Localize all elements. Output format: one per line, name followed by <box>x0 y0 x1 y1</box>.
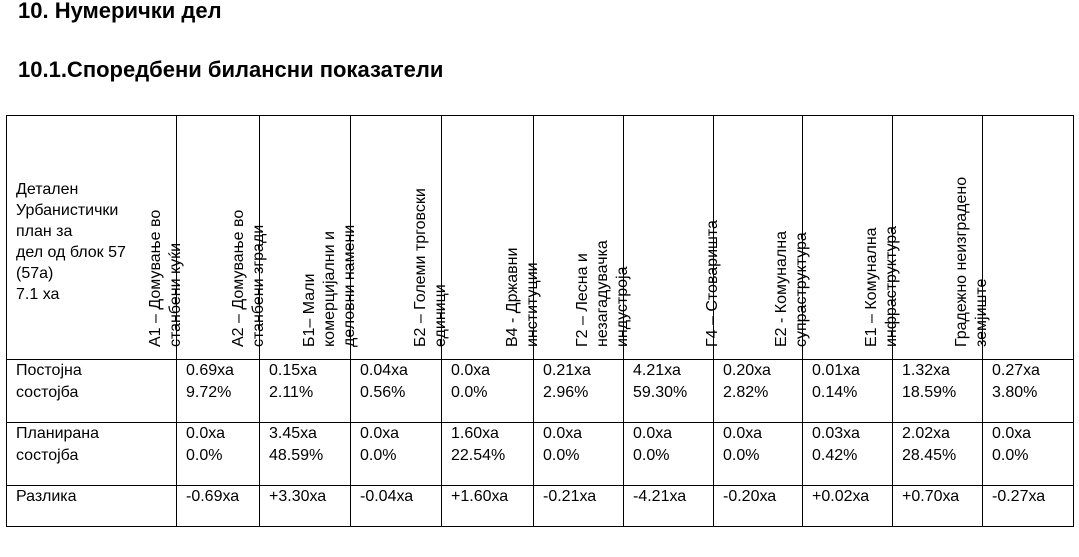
table-cell <box>624 360 714 405</box>
cell-value: 28.45% <box>902 447 957 464</box>
column-header-text: комерцијални и <box>321 231 338 347</box>
table-cell <box>177 486 260 509</box>
table-cell <box>714 360 803 405</box>
table-cell <box>442 360 534 405</box>
column-header-text: Е1 – Комунална <box>863 227 880 347</box>
table-cell <box>260 486 351 509</box>
spacer-cell <box>534 467 624 486</box>
spacer-cell <box>534 508 624 527</box>
cell-value: -4.21ха <box>633 488 687 505</box>
column-header <box>953 116 1074 360</box>
column-header-text: Г2 – Лесна и <box>574 253 591 347</box>
column-header-text: институции <box>524 262 541 347</box>
cell-value: -0.69ха <box>186 488 240 505</box>
table-header-row <box>7 116 1074 360</box>
cell-value: 0.0% <box>543 447 580 464</box>
column-header-text: Б2 – Големи трговски <box>412 188 429 347</box>
cell-value: 0.0ха <box>360 425 399 442</box>
table-cell <box>893 423 983 468</box>
table-cell <box>442 486 534 509</box>
column-header-text: незагадувачка <box>594 240 611 347</box>
row-label-text: состојба <box>16 384 79 401</box>
column-header-text: Г4 – Стоваришта <box>704 220 721 347</box>
cell-value: 2.96% <box>543 384 589 401</box>
cell-value: 0.0% <box>992 447 1029 464</box>
table-cell <box>803 423 893 468</box>
spacer-cell <box>7 404 177 423</box>
spacer-cell <box>803 404 893 423</box>
table-cell <box>624 423 714 468</box>
table-cell <box>534 423 624 468</box>
row-spacer <box>7 467 1074 486</box>
cell-value: 59.30% <box>633 384 688 401</box>
spacer-cell <box>803 467 893 486</box>
cell-value: 2.11% <box>269 384 314 401</box>
spacer-cell <box>893 404 983 423</box>
spacer-cell <box>983 404 1074 423</box>
corner-text: (57а) <box>16 264 54 282</box>
spacer-cell <box>624 467 714 486</box>
spacer-cell <box>7 508 177 527</box>
cell-value: 1.60ха <box>451 425 499 442</box>
spacer-cell <box>177 404 260 423</box>
table-row <box>7 423 1074 468</box>
spacer-cell <box>534 404 624 423</box>
cell-value: 1.32ха <box>902 362 950 379</box>
column-header-text: Градежно неизградено <box>953 176 970 347</box>
cell-value: -0.20ха <box>723 488 777 505</box>
cell-value: 18.59% <box>902 384 957 401</box>
row-spacer <box>7 404 1074 423</box>
spacer-cell <box>624 508 714 527</box>
row-label-text: Планирана <box>16 425 100 442</box>
cell-value: +3.30ха <box>269 488 327 505</box>
column-header-text: Б1– Мали <box>301 273 318 347</box>
corner-text: план за <box>16 222 73 240</box>
row-label-text: Разлика <box>16 488 77 505</box>
column-header-text: деловни намени <box>341 224 358 347</box>
cell-value: +0.70ха <box>902 488 960 505</box>
cell-value: 0.56% <box>360 384 406 401</box>
spacer-cell <box>260 404 351 423</box>
spacer-cell <box>983 467 1074 486</box>
cell-value: 9.72% <box>186 384 232 401</box>
cell-value: 0.0% <box>633 447 670 464</box>
corner-text: дел од блок 57 <box>16 243 126 261</box>
table-row <box>7 486 1074 509</box>
table-cell <box>177 423 260 468</box>
cell-value: 0.21ха <box>543 362 591 379</box>
subsection-heading: 10.1.Споредбени билансни показатели <box>18 57 444 82</box>
table-cell <box>714 486 803 509</box>
cell-value: -0.04ха <box>360 488 414 505</box>
cell-value: 0.01ха <box>812 362 860 379</box>
cell-value: 0.0% <box>186 447 223 464</box>
column-header-text: станбени згради <box>250 224 267 347</box>
corner-text: Урбанистички <box>16 201 119 219</box>
cell-value: 0.0% <box>451 384 488 401</box>
spacer-cell <box>624 404 714 423</box>
column-header-text: В4 - Државни <box>504 247 521 347</box>
cell-value: 0.0ха <box>992 425 1031 442</box>
column-header <box>574 116 714 360</box>
spacer-cell <box>351 467 442 486</box>
spacer-cell <box>260 467 351 486</box>
row-label <box>7 486 177 509</box>
table-cell <box>260 360 351 405</box>
row-spacer <box>7 508 1074 527</box>
table-cell <box>893 486 983 509</box>
column-header-text: инфраструктура <box>883 225 900 347</box>
cell-value: 0.15ха <box>269 362 317 379</box>
cell-value: +1.60ха <box>451 488 509 505</box>
table-cell <box>803 486 893 509</box>
spacer-cell <box>714 508 803 527</box>
cell-value: -0.21ха <box>543 488 597 505</box>
table-cell <box>624 486 714 509</box>
column-header-text: единици <box>432 284 449 347</box>
cell-value: 0.0% <box>723 447 760 464</box>
table-cell <box>351 486 442 509</box>
corner-text: Детален <box>16 180 79 198</box>
spacer-cell <box>442 404 534 423</box>
column-header-text: Е2 - Комунална <box>773 231 790 347</box>
cell-value: 0.0ха <box>186 425 225 442</box>
cell-value: 0.0ха <box>451 362 490 379</box>
spacer-cell <box>351 508 442 527</box>
spacer-cell <box>177 467 260 486</box>
row-label <box>7 360 177 405</box>
table-cell <box>983 486 1074 509</box>
table-cell <box>351 360 442 405</box>
cell-value: 0.20ха <box>723 362 771 379</box>
column-header-text: земјиште <box>973 278 990 347</box>
cell-value: 0.0ха <box>723 425 762 442</box>
row-label-text: Постојна <box>16 362 82 379</box>
table-cell <box>442 423 534 468</box>
cell-value: 0.69ха <box>186 362 234 379</box>
column-header-text: станбени куќи <box>167 242 184 347</box>
table-cell <box>534 486 624 509</box>
cell-value: 0.0ха <box>543 425 582 442</box>
cell-value: 2.02ха <box>902 425 950 442</box>
cell-value: 0.03ха <box>812 425 860 442</box>
column-header-text: А2 – Домување во <box>230 209 247 347</box>
table-cell <box>351 423 442 468</box>
spacer-cell <box>714 467 803 486</box>
spacer-cell <box>983 508 1074 527</box>
spacer-cell <box>442 508 534 527</box>
spacer-cell <box>7 467 177 486</box>
table-cell <box>983 360 1074 405</box>
cell-value: 0.04ха <box>360 362 408 379</box>
cell-value: 0.27ха <box>992 362 1040 379</box>
row-label-text: состојба <box>16 447 79 464</box>
table-cell <box>534 360 624 405</box>
cell-value: 3.45ха <box>269 425 317 442</box>
cell-value: 22.54% <box>451 447 506 464</box>
spacer-cell <box>351 404 442 423</box>
spacer-cell <box>177 508 260 527</box>
table-cell <box>893 360 983 405</box>
cell-value: 48.59% <box>269 447 324 464</box>
spacer-cell <box>260 508 351 527</box>
cell-value: 2.82% <box>723 384 769 401</box>
spacer-cell <box>893 508 983 527</box>
row-label <box>7 423 177 468</box>
spacer-cell <box>803 508 893 527</box>
cell-value: 3.80% <box>992 384 1038 401</box>
spacer-cell <box>442 467 534 486</box>
table-cell <box>803 360 893 405</box>
corner-text: 7.1 ха <box>16 285 60 303</box>
table-row <box>7 360 1074 405</box>
spacer-cell <box>893 467 983 486</box>
cell-value: 0.0ха <box>633 425 672 442</box>
column-header-text: супраструктура <box>793 232 810 347</box>
column-header-text: индустроја <box>614 266 631 347</box>
section-heading: 10. Нумерички дел <box>18 0 222 23</box>
table-cell <box>983 423 1074 468</box>
cell-value: -0.27ха <box>992 488 1046 505</box>
table-cell <box>260 423 351 468</box>
balance-indicators-table <box>6 115 1074 527</box>
cell-value: 0.42% <box>812 447 858 464</box>
cell-value: 0.14% <box>812 384 858 401</box>
cell-value: 4.21ха <box>633 362 681 379</box>
cell-value: +0.02ха <box>812 488 870 505</box>
spacer-cell <box>714 404 803 423</box>
table-cell <box>714 423 803 468</box>
cell-value: 0.0% <box>360 447 397 464</box>
table-cell <box>177 360 260 405</box>
column-header-text: А1 – Домување во <box>147 209 164 347</box>
